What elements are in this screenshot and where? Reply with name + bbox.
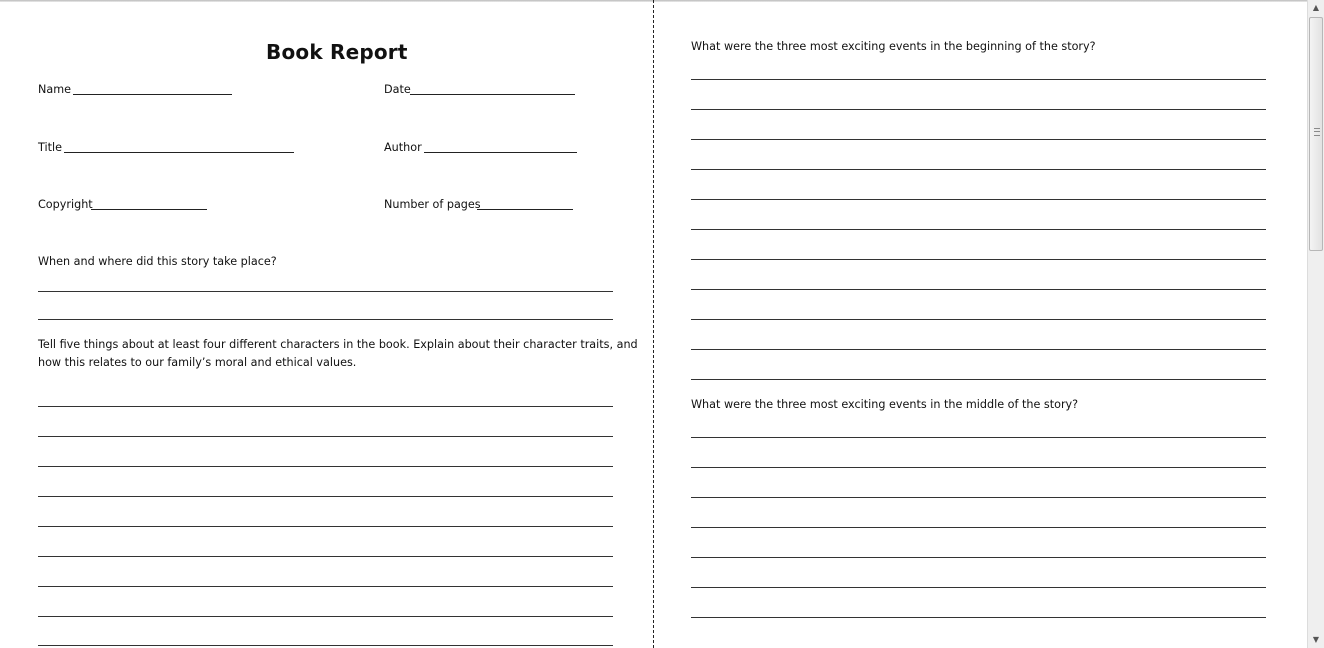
grip-icon bbox=[1314, 128, 1320, 136]
fold-line bbox=[653, 0, 654, 648]
date-label: Date bbox=[384, 83, 411, 96]
arrow-up-icon[interactable]: ▲ bbox=[1312, 3, 1320, 12]
answer-line bbox=[691, 139, 1266, 140]
answer-line bbox=[691, 497, 1266, 498]
answer-line bbox=[38, 556, 613, 557]
answer-line bbox=[691, 79, 1266, 80]
title-underline bbox=[64, 152, 294, 153]
answer-line bbox=[691, 199, 1266, 200]
pages-underline bbox=[477, 209, 573, 210]
beginning-question: What were the three most exciting events in the beginning of the story? bbox=[691, 40, 1096, 53]
answer-line bbox=[38, 319, 613, 320]
answer-line bbox=[691, 169, 1266, 170]
characters-question bbox=[38, 336, 638, 372]
answer-line bbox=[691, 289, 1266, 290]
vertical-scrollbar[interactable] bbox=[1307, 0, 1324, 648]
answer-line bbox=[38, 436, 613, 437]
answer-line bbox=[691, 319, 1266, 320]
answer-line bbox=[691, 587, 1266, 588]
answer-line bbox=[691, 467, 1266, 468]
middle-question: What were the three most exciting events in the middle of the story? bbox=[691, 398, 1079, 411]
author-underline bbox=[424, 152, 577, 153]
copyright-underline bbox=[91, 209, 207, 210]
pages-label: Number of pages bbox=[384, 198, 481, 211]
author-label: Author bbox=[384, 141, 422, 154]
setting-question: When and where did this story take place? bbox=[38, 255, 277, 268]
answer-line bbox=[38, 616, 613, 617]
name-label: Name bbox=[38, 83, 72, 96]
answer-line bbox=[691, 259, 1266, 260]
answer-line bbox=[691, 229, 1266, 230]
answer-line bbox=[38, 291, 613, 292]
name-underline bbox=[73, 94, 232, 95]
answer-line bbox=[691, 437, 1266, 438]
characters-question-line-1: Tell five things about at least four different characters in the book. Explain about their character traits, and bbox=[38, 338, 638, 351]
answer-line bbox=[38, 496, 613, 497]
date-underline bbox=[410, 94, 575, 95]
answer-line bbox=[691, 527, 1266, 528]
answer-line bbox=[38, 526, 613, 527]
answer-line bbox=[38, 645, 613, 646]
page-title: Book Report bbox=[266, 40, 408, 64]
scrollbar-thumb[interactable] bbox=[1309, 17, 1323, 251]
answer-line bbox=[691, 109, 1266, 110]
characters-question-line-2: how this relates to our family’s moral and ethical values. bbox=[38, 356, 357, 369]
answer-line bbox=[691, 349, 1266, 350]
title-label: Title bbox=[38, 141, 62, 154]
copyright-label: Copyright bbox=[38, 198, 93, 211]
arrow-down-icon[interactable]: ▼ bbox=[1312, 635, 1320, 644]
answer-line bbox=[38, 586, 613, 587]
answer-line bbox=[691, 557, 1266, 558]
answer-line bbox=[38, 466, 613, 467]
answer-line bbox=[691, 379, 1266, 380]
answer-line bbox=[691, 617, 1266, 618]
answer-line bbox=[38, 406, 613, 407]
